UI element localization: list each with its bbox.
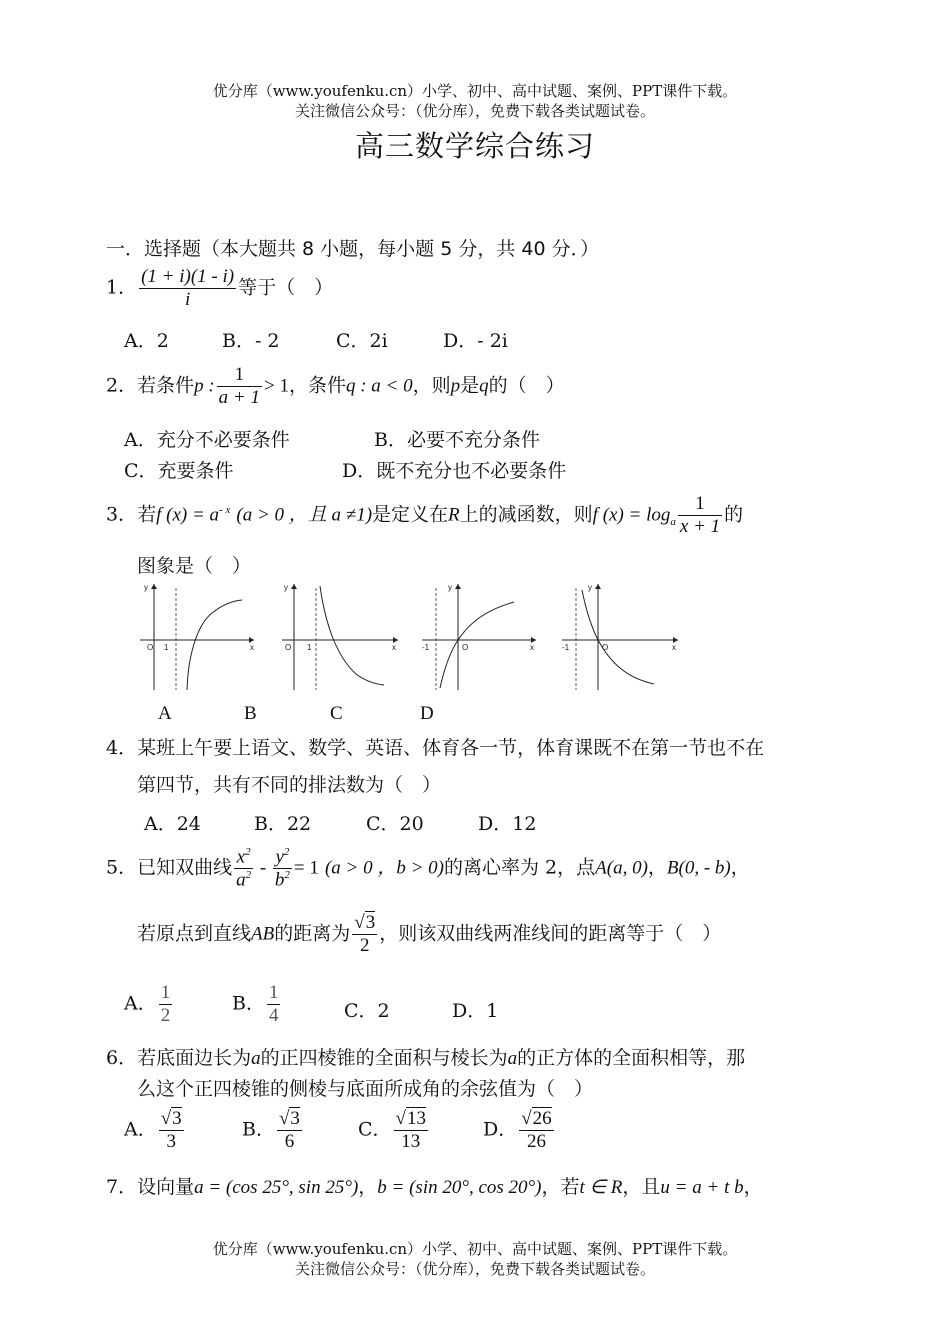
q7-mid: ，若 [541,1176,580,1198]
q5-mid: 的离心率为 2，点 [444,856,596,879]
q7-lead: 7．设向量 [106,1176,195,1198]
footer-line-2: 关注微信公众号：（优分库），免费下载各类试题试卷。 [294,1260,655,1278]
q5-option-c: C．2 [344,1000,390,1022]
graph-c-origin: O [462,643,469,652]
q2-mid: ，条件 [288,374,346,397]
graph-d-tick: -1 [562,643,570,652]
q3-mid2: 上的减函数，则 [459,503,593,526]
q5-option-a-num: 1 [160,982,171,1003]
graph-b [282,583,398,690]
q2-option-b: B．必要不充分条件 [374,429,540,451]
question-3 [106,493,743,538]
q1-number: 1． [106,276,138,299]
q3-lead: 3．若 [106,503,157,526]
graph-c-x: x [530,643,534,652]
q5-option-b-den: 4 [268,1004,279,1026]
q2-tail3: 的（ ） [488,374,565,397]
graph-d-x: x [672,643,676,652]
q3-line-2: 图象是（ ） [137,555,252,577]
graph-a-x: x [250,643,254,652]
q5-condition: (a > 0 ，b > 0) [324,857,444,879]
graph-b-x: x [392,643,396,652]
q4-option-c: C．20 [366,813,424,835]
q5-x-frac: $\frac{x^2}{a^2}$ [236,846,252,891]
graph-label-d: D [420,703,434,724]
question-4-line-1: 4．某班上午要上语文、数学、英语、体育各一节，体育课既不在第一节也不在 [106,737,765,759]
q5-AB: AB [251,923,275,945]
graph-b-y: y [284,583,288,592]
q1-option-d: D．- 2i [443,330,508,352]
q3-tail: 的 [724,503,744,526]
q5-option-b-label: B． [232,992,265,1015]
q7-mid2: ，且 [622,1176,661,1198]
q2-inequality: > 1 [264,375,289,397]
graph-c [422,583,536,690]
q3-mid: 是定义在 [372,503,449,526]
q1-option-a: A．2 [124,330,169,352]
graph-label-c: C [330,703,343,724]
q5-option-b [232,982,282,1027]
q6-line1b: 的正四棱锥的全面积与棱长为 [260,1047,508,1069]
footer-line-1: 优分库（www.youfenku.cn）小学、初中、高中试题、案例、PPT课件下载。 [212,1240,738,1258]
q7-vector-b: b = (sin 20°, cos 20°) [377,1177,542,1198]
q1-option-b: B．- 2 [222,330,280,352]
q7-t: t ∈ R [579,1177,623,1198]
q5-a: a [236,869,246,891]
q1-tail: 等于（ ） [238,276,334,299]
question-7: 7．设向量a = (cos 25°, sin 25°)，b = (sin 20°, cos 20°)，若t ∈ R，且u = a + t b， [106,1176,763,1198]
question-5-line-2 [137,912,721,957]
q3-f2: f (x) = log [592,504,671,526]
question-6-line-2: 么这个正四棱锥的侧棱与底面所成角的余弦值为（ ） [137,1078,594,1100]
q3-frac-denominator: x + 1 [679,515,721,537]
q5-y: y [275,846,284,868]
q1-frac-denominator: i [184,288,191,310]
q7-vector-a: a = (cos 25°, sin 25°) [194,1177,359,1198]
q3-frac-numerator: 1 [678,493,722,516]
q4-option-a: A．24 [144,813,201,835]
graph-d [562,583,678,690]
q6-line1a: 6．若底面边长为 [106,1047,252,1069]
q2-tail2: 是 [460,374,480,397]
q6-a: a [251,1048,261,1069]
q2-q-condition: q : a < 0 [345,375,413,397]
q5-point-b: B(0, - b) [666,857,731,879]
page-title: 高三数学综合练习 [354,129,595,163]
q3-log-base: a [670,516,676,529]
question-6-line-1 [106,1043,745,1070]
q2-q: q [479,375,489,397]
q4-option-b: B．22 [254,813,312,835]
q3-fraction [678,493,722,538]
q2-frac-numerator: 1 [217,364,262,387]
graph-c-tick: -1 [422,643,430,652]
section-heading: 一．选择题（本大题共 8 小题，每小题 5 分，共 40 分．） [106,238,600,260]
graph-d-origin: O [602,643,609,652]
q3-condition: (a > 0 ，且 a ≠1) [236,504,373,526]
q5-line2b: 的距离为 [274,922,351,945]
q5-den: 2 [359,934,370,956]
q5-b: b [274,869,285,891]
graph-a-tick: 1 [164,643,169,652]
q5-lead: 5．已知双曲线 [106,856,233,879]
q3-R: R [448,504,460,526]
q3-f1-exponent: - x [219,504,231,517]
graph-b-tick: 1 [307,643,312,652]
q3-graphs [130,578,690,698]
q5-option-b-num: 1 [268,982,279,1003]
q6-option-a: A． $\frac{√3}{3}$ [124,1108,182,1152]
header-line-2: 关注微信公众号：（优分库），免费下载各类试题试卷。 [294,102,655,120]
q5-line2a: 若原点到直线 [137,922,252,945]
q2-option-d: D．既不充分也不必要条件 [342,460,567,482]
q5-x: x [236,846,246,868]
graph-a-origin: O [147,643,154,652]
graph-label-b: B [244,703,257,724]
q3-f1: f (x) = a [156,504,220,526]
q5-line2c: ，则该双曲线两准线间的距离等于（ ） [379,922,722,945]
question-5: 5．已知双曲线 $\frac{x^2}{a^2}$ - $\frac{y^2}{b^2}$ = 1 (a > 0 ，b > 0)的离心率为 2，点A(a, 0)，B(0, - b)， [106,846,750,891]
q4-option-d: D．12 [478,813,537,835]
q5-equals: = 1 [293,857,319,879]
q1-frac-numerator: (1 + i)(1 - i) [141,266,235,287]
q1-option-c: C．2i [336,330,388,352]
question-1 [106,266,333,311]
q2-frac-denominator: a + 1 [218,386,260,408]
q7-u: u = a + t b [660,1177,744,1198]
q5-option-a [124,982,174,1027]
q6-option-b: B． $\frac{√3}{6}$ [242,1108,300,1152]
q2-p: p [450,375,461,397]
q2-fraction [217,364,262,409]
graph-a [140,583,254,690]
q2-option-a: A．充分不必要条件 [124,429,290,451]
q5-option-a-den: 2 [160,1004,171,1026]
graph-a-y: y [144,583,148,592]
graph-label-a: A [158,703,172,724]
q2-p-label: p : [194,375,215,397]
graph-b-origin: O [285,643,292,652]
q5-y-frac: $\frac{y^2}{b^2}$ [274,846,290,891]
q5-sqrt-value: 3 [365,912,376,933]
q5-option-a-label: A． [124,992,157,1015]
q2-tail1: ，则 [412,374,451,397]
question-4-line-2: 第四节，共有不同的排法数为（ ） [137,774,442,796]
q6-option-d: D． $\frac{√26}{26}$ [483,1108,552,1152]
q1-fraction [139,266,236,311]
q5-point-a: A(a, 0) [595,857,648,879]
q2-option-c: C．充要条件 [124,460,234,482]
question-2 [106,364,565,409]
q5-sqrt-frac: $\frac{√3}{2}$ [354,912,376,956]
graph-d-y: y [588,583,592,592]
header-line-1: 优分库（www.youfenku.cn）小学、初中、高中试题、案例、PPT课件下载。 [212,82,738,100]
q5-option-d: D．1 [452,1000,499,1022]
q6-option-c: C． $\frac{√13}{13}$ [358,1108,426,1152]
q7-tail: ， [743,1176,763,1198]
q6-a-2: a [507,1048,518,1069]
q6-line1c: 的正方体的全面积相等，那 [517,1047,746,1069]
graph-c-y: y [448,583,452,592]
q2-lead: 2．若条件 [106,374,195,397]
